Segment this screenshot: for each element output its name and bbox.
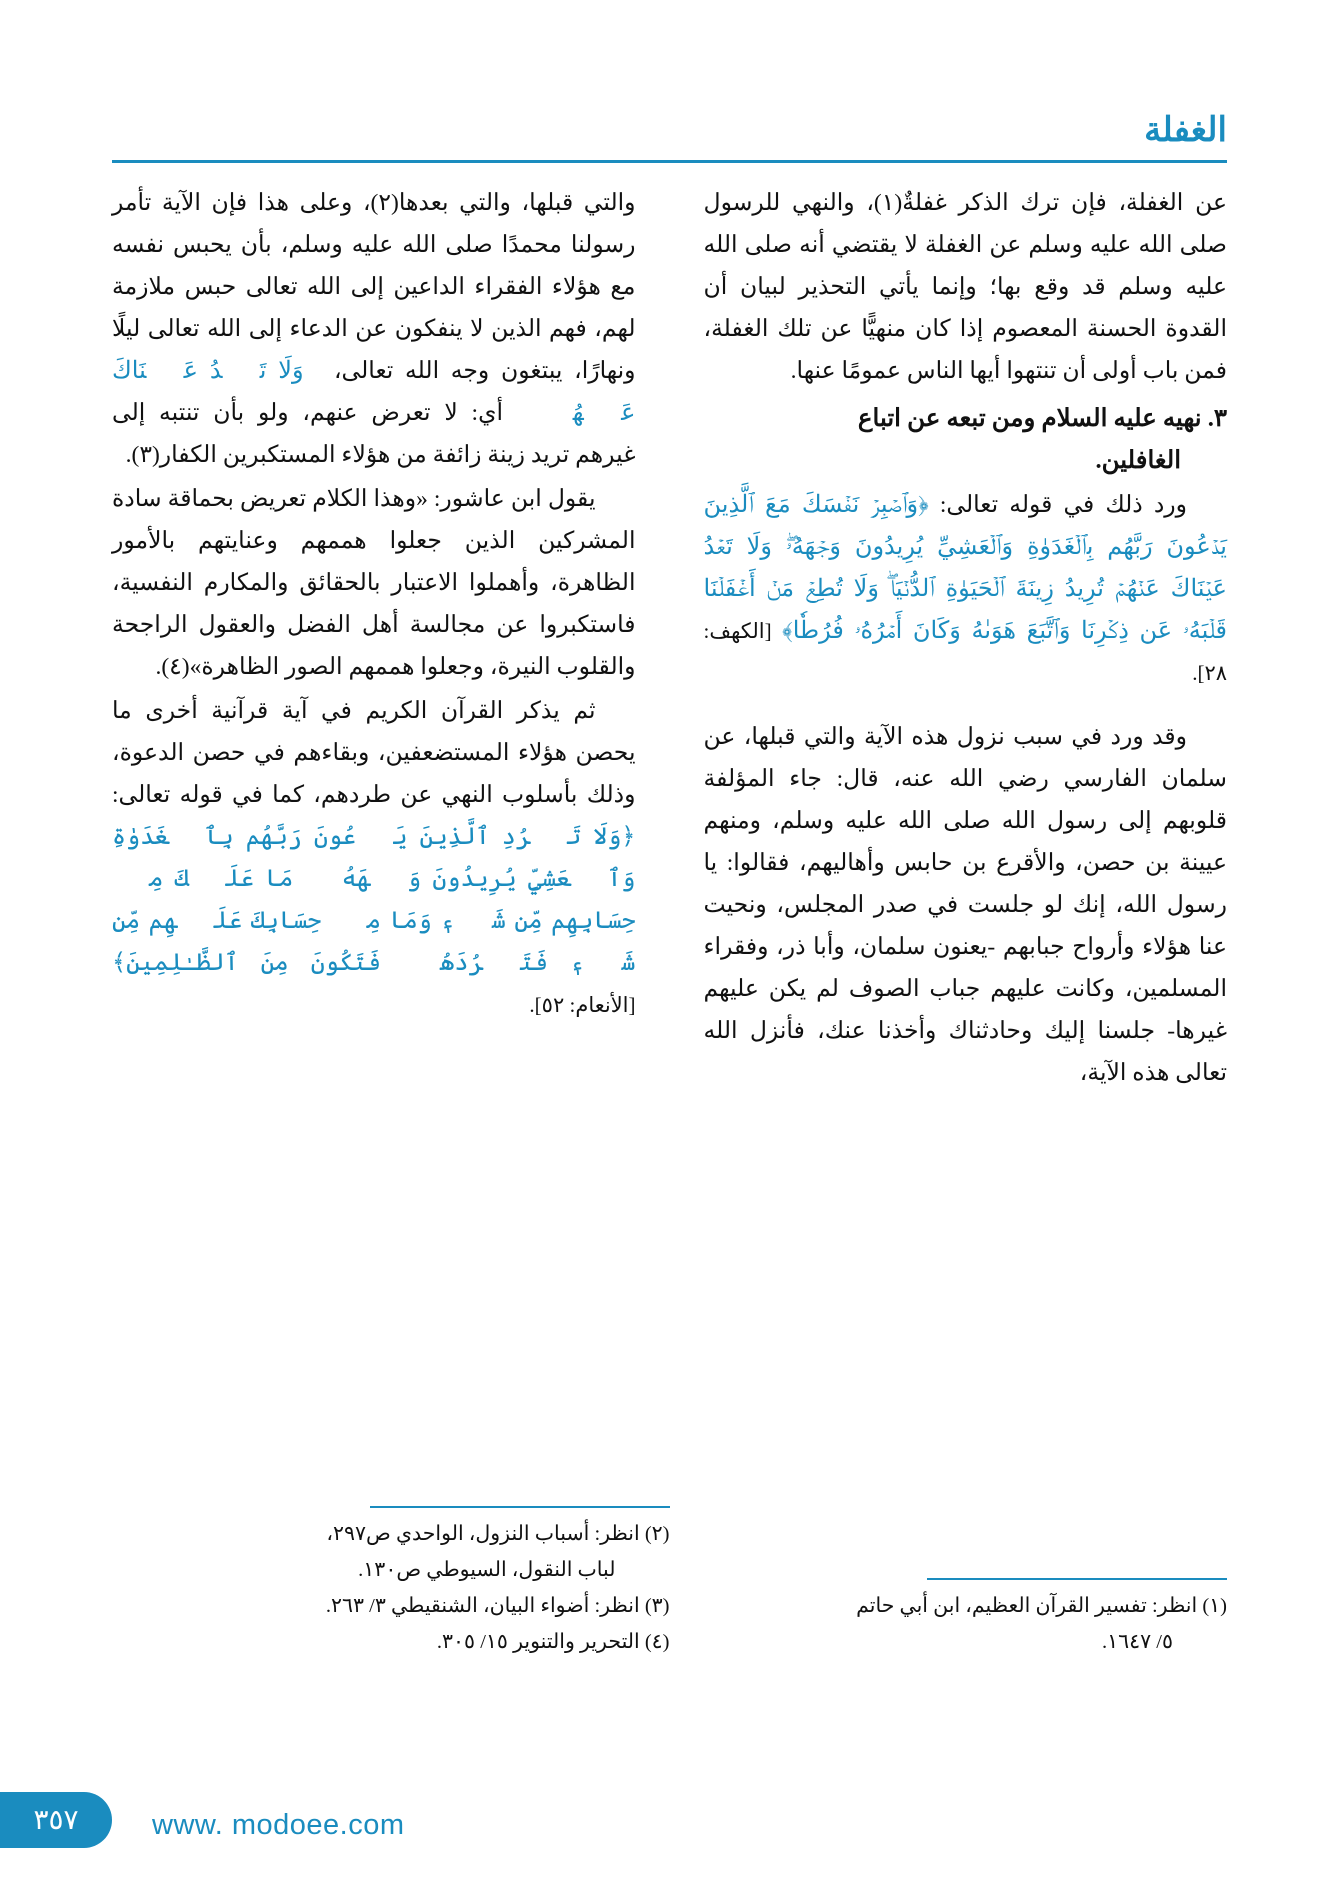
footnote-divider	[927, 1578, 1227, 1581]
footnote-item-continued: لباب النقول، السيوطي ص١٣٠.	[358, 1559, 616, 1581]
paragraph-text: والتي قبلها، والتي بعدها(٢)، وعلى هذا فإن الآية تأمر رسولنا محمدًا صلى الله عليه وسلم، بأن يحبس نفسه مع هؤلاء الفقراء الداعين إلى الله تعالى حبس ملازمة لهم، فهم الذين لا ينفكون عن الدعاء إلى الله تعالى ليلًا ونهارًا، يبتغون وجه الله تعالى،	[112, 190, 636, 384]
footnote-item	[112, 1590, 670, 1623]
paragraph-then-text: ثم يذكر القرآن الكريم في آية قرآنية أخرى ما يحصن هؤلاء المستضعفين، وبقاءهم في حصن الدعوة، وذلك بأسلوب النهي عن طردهم، كما في قوله تعالى:	[112, 698, 636, 808]
body-columns	[112, 182, 1227, 1662]
paragraph: عن الغفلة، فإن ترك الذكر غفلةٌ(١)، والنهي للرسول صلى الله عليه وسلم عن الغفلة لا يقتضي أنه صلى الله عليه وسلم قد وقع بها؛ وإنما يأتي التحذير لبيان أن القدوة الحسنة المعصوم إذا كان منهيًّا عن تلك الغفلة، فمن باب أولى أن تنتهوا أيها الناس عمومًا عنها.	[703, 190, 1227, 384]
quote-intro-text: ورد ذلك في قوله تعالى:	[939, 492, 1188, 518]
paragraph-ibn-ashur: يقول ابن عاشور: «وهذا الكلام تعريض بحماقة سادة المشركين الذين جعلوا هممهم وعنايتهم بالأمور الظاهرة، وأهملوا الاعتبار بالحقائق والمكارم النفسية، فاستكبروا عن مجالسة أهل الفضل والعقول الراجحة والقلوب النيرة، وجعلوا هممهم الصور الظاهرة»(٤).	[112, 486, 636, 680]
footnote-marker: (١)	[1202, 1595, 1227, 1617]
paragraph-then	[112, 690, 636, 1026]
section-heading-line2: الغافلين.	[1095, 447, 1181, 474]
quran-quote: ﴿وَلَا تَطۡرُدِ ٱلَّذِينَ يَدۡعُونَ رَبَّهُم بِٱلۡغَدَوٰةِ وَٱلۡعَشِيِّ يُرِيدُونَ وَجۡهَهُۥۖ مَا عَلَيۡكَ مِنۡ حِسَابِهِم مِّن شَيۡءٖ وَمَا مِنۡ حِسَابِكَ عَلَيۡهِم مِّن شَيۡءٖ فَتَطۡرُدَهُمۡ فَتَكُونَ مِنَ ٱلظَّـٰلِمِينَ﴾	[112, 824, 636, 976]
footnote-item	[112, 1518, 670, 1551]
page-footer	[0, 1770, 1339, 1890]
footnote-marker: (٣)	[644, 1595, 670, 1617]
quran-reference: [الأنعام: ٥٢].	[529, 993, 636, 1017]
header-divider	[112, 160, 1227, 163]
right-column	[670, 182, 1228, 1662]
website-url[interactable]: www. modoee.com	[152, 1809, 405, 1841]
footnote-text: التحرير والتنوير ١٥/ ٣٠٥.	[436, 1631, 640, 1653]
footnote-text: انظر: أسباب النزول، الواحدي ص٢٩٧،	[326, 1523, 640, 1545]
footnote-item-continued: ٥/ ١٦٤٧.	[1101, 1631, 1173, 1653]
left-footnotes	[112, 1506, 670, 1663]
page-header	[112, 112, 1227, 170]
section-heading	[704, 398, 1228, 482]
footnote-marker: (٤)	[644, 1631, 670, 1653]
page-title: الغفلة	[1144, 112, 1227, 149]
footnote-text: انظر: تفسير القرآن العظيم، ابن أبي حاتم	[856, 1595, 1198, 1617]
paragraph: وقد ورد في سبب نزول هذه الآية والتي قبلها، عن سلمان الفارسي رضي الله عنه، قال: جاء المؤلفة قلوبهم إلى رسول الله صلى الله عليه وسلم، ومنهم عيينة بن حصن، والأقرع بن حابس وأهاليهم، فقالوا: يا رسول الله، إنك لو جلست في صدر المجلس، ونحيت عنا هؤلاء وأرواح جبابهم -يعنون سلمان، وأبا ذر، وفقراء المسلمين، وكانت عليهم جباب الصوف لم يكن عليهم غيرها- جلسنا إليك وحادثناك وأخذنا عنك، فأنزل الله تعالى هذه الآية،	[703, 724, 1227, 1086]
quran-reference: [الكهف: ٢٨].	[703, 619, 1227, 685]
right-footnotes	[670, 1578, 1228, 1663]
quote-intro	[704, 484, 1228, 694]
quran-quote-inline: ﴿وَلَا تَعۡدُ عَيۡنَاكَ عَنۡهُمۡ﴾	[112, 358, 636, 426]
section-heading-line1: نهيه عليه السلام ومن تبعه عن اتباع	[857, 405, 1202, 432]
left-column	[112, 182, 670, 1662]
paragraph-text-after: أي: لا تعرض عنهم، ولو بأن تنتبه إلى غيرهم تريد زينة زائفة من هؤلاء المستكبرين الكفار(٣).	[112, 400, 636, 468]
footnote-item	[112, 1626, 670, 1659]
section-number: ٣.	[1207, 405, 1227, 432]
footnote-text: انظر: أضواء البيان، الشنقيطي ٣/ ٢٦٣.	[325, 1595, 640, 1617]
paragraph	[112, 182, 636, 476]
quran-quote: ﴿وَٱصۡبِرۡ نَفۡسَكَ مَعَ ٱلَّذِينَ يَدۡعُونَ رَبَّهُم بِٱلۡغَدَوٰةِ وَٱلۡعَشِيِّ يُرِيدُونَ وَجۡهَهُۥۖ وَلَا تَعۡدُ عَيۡنَاكَ عَنۡهُمۡ تُرِيدُ زِينَةَ ٱلۡحَيَوٰةِ ٱلدُّنۡيَاۖ وَلَا تُطِعۡ مَنۡ أَغۡفَلۡنَا قَلۡبَهُۥ عَن ذِكۡرِنَا وَٱتَّبَعَ هَوَىٰهُ وَكَانَ أَمۡرُهُۥ فُرُطٗا﴾	[703, 492, 1228, 644]
page-number-badge: ٣٥٧	[0, 1792, 112, 1848]
footnote-marker: (٢)	[644, 1523, 670, 1545]
footnote-item	[670, 1590, 1228, 1623]
footnote-divider	[370, 1506, 670, 1509]
